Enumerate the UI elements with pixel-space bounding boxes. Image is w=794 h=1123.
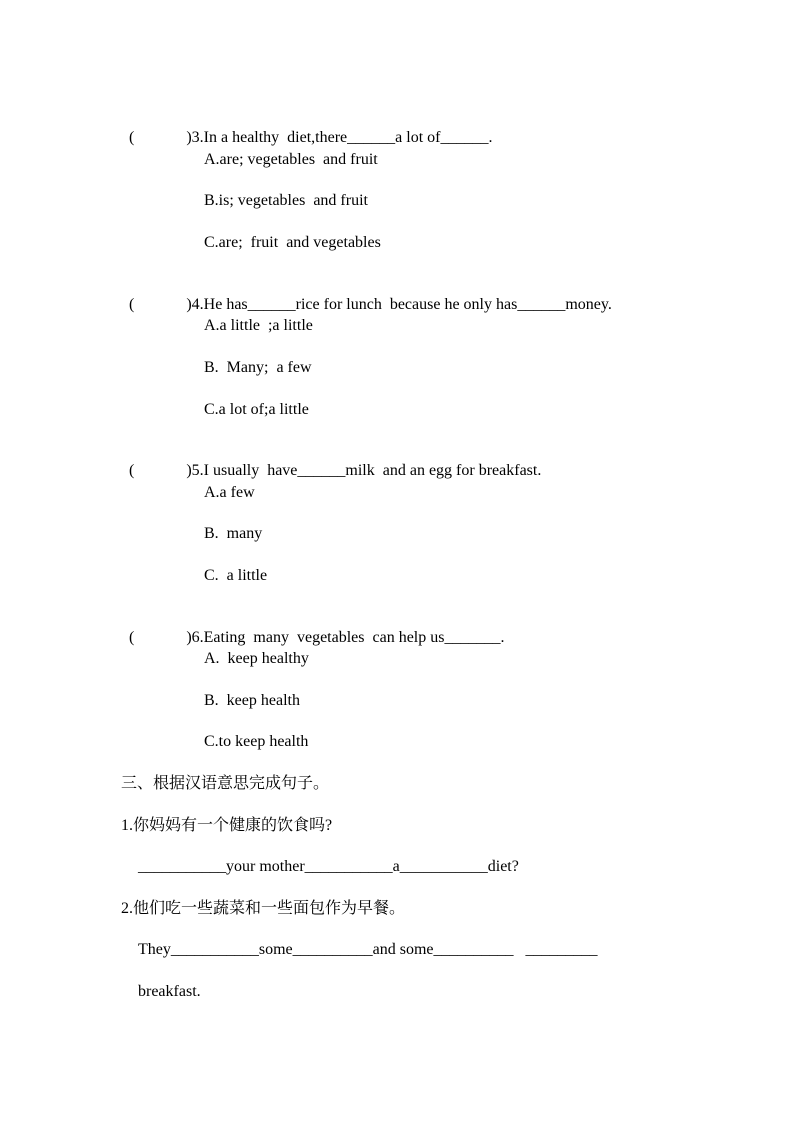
translation-answer-2[interactable]: They___________some__________and some__________ _________ (138, 941, 598, 958)
answer-paren-open: ( (129, 129, 135, 146)
answer-paren-open: ( (129, 296, 135, 313)
answer-paren-open: ( (129, 462, 135, 479)
translation-prompt-2: 2.他们吃一些蔬菜和一些面包作为早餐。 (121, 900, 406, 917)
question-stem: )5.I usually have______milk and an egg for breakfast. (186, 462, 542, 479)
option-c: C.to keep health (204, 733, 309, 750)
translation-answer-1[interactable]: ___________your mother___________a___________diet? (138, 858, 519, 875)
question-stem: )6.Eating many vegetables can help us_______. (186, 629, 505, 646)
question-3 (121, 108, 493, 146)
question-stem: )4.He has______rice for lunch because he only has______money. (186, 296, 612, 313)
translation-prompt-1: 1.你妈妈有一个健康的饮食吗? (121, 817, 333, 834)
option-a: A. keep healthy (204, 650, 309, 667)
translation-answer-2-continued: breakfast. (138, 983, 201, 1000)
option-c: C.are; fruit and vegetables (204, 234, 381, 251)
option-c: C.a lot of;a little (204, 401, 309, 418)
question-5 (121, 441, 542, 479)
section-heading: 三、根据汉语意思完成句子。 (121, 775, 330, 792)
answer-paren-open: ( (129, 629, 135, 646)
question-stem: )3.In a healthy diet,there______a lot of______. (186, 129, 493, 146)
option-a: A.a few (204, 484, 255, 501)
option-a: A.are; vegetables and fruit (204, 151, 378, 168)
option-b: B. many (204, 525, 263, 542)
option-b: B. Many; a few (204, 359, 312, 376)
option-c: C. a little (204, 567, 268, 584)
option-a: A.a little ;a little (204, 317, 313, 334)
question-6 (121, 608, 505, 646)
option-b: B. keep health (204, 692, 300, 709)
question-4 (121, 275, 612, 313)
option-b: B.is; vegetables and fruit (204, 192, 368, 209)
